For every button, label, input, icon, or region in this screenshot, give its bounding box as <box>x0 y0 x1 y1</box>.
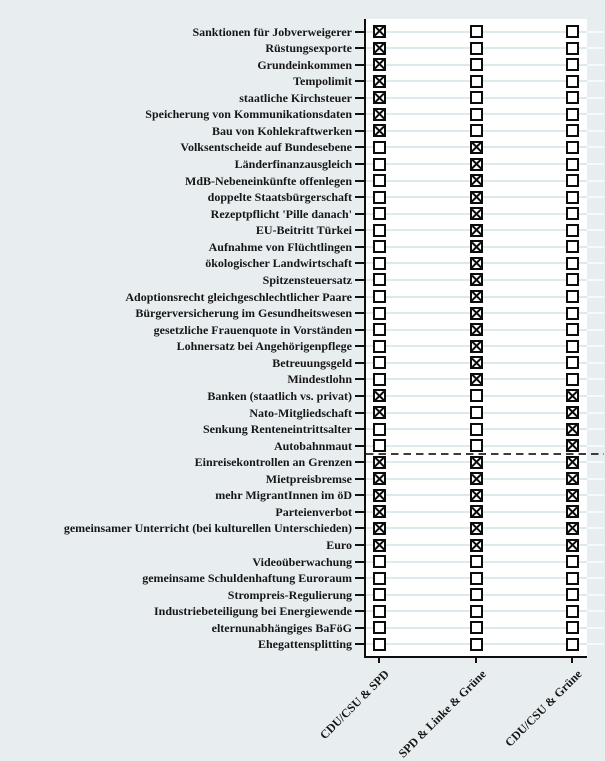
checkbox-empty-icon <box>566 141 579 154</box>
topic-label: gesetzliche Frauenquote in Vorständen <box>153 322 352 337</box>
checkbox-empty-icon <box>373 174 386 187</box>
checkbox-empty-icon <box>373 555 386 568</box>
checkbox-empty-icon <box>373 323 386 336</box>
topic-label: Tempolimit <box>293 74 352 89</box>
checkbox-empty-icon <box>373 638 386 651</box>
checkbox-empty-icon <box>373 572 386 585</box>
checkbox-empty-icon <box>566 572 579 585</box>
y-axis-spine <box>364 19 366 658</box>
checkbox-checked-icon <box>373 406 386 419</box>
checkbox-empty-icon <box>566 174 579 187</box>
topic-label: doppelte Staatsbürgerschaft <box>207 190 352 205</box>
topic-label: Aufnahme von Flüchtlingen <box>208 239 352 254</box>
topic-label: EU-Beitritt Türkei <box>255 223 352 238</box>
checkbox-checked-icon <box>470 373 483 386</box>
checkbox-checked-icon <box>373 58 386 71</box>
topic-label: staatliche Kirchsteuer <box>239 90 352 105</box>
coalition-label: CDU/CSU & Grüne <box>502 667 585 750</box>
checkbox-checked-icon <box>470 489 483 502</box>
checkbox-checked-icon <box>566 539 579 552</box>
checkbox-checked-icon <box>373 108 386 121</box>
checkbox-empty-icon <box>373 423 386 436</box>
checkbox-empty-icon <box>373 373 386 386</box>
checkbox-checked-icon <box>470 158 483 171</box>
topic-label: Lohnersatz bei Angehörigenpflege <box>176 339 352 354</box>
checkbox-empty-icon <box>566 42 579 55</box>
topic-label: Adoptionsrecht gleichgeschlechtlicher Paare <box>125 289 352 304</box>
checkbox-empty-icon <box>566 158 579 171</box>
checkbox-empty-icon <box>566 621 579 634</box>
checkbox-checked-icon <box>566 489 579 502</box>
coalition-label: SPD & Linke & Grüne <box>395 667 489 761</box>
checkbox-empty-icon <box>566 638 579 651</box>
checkbox-checked-icon <box>373 539 386 552</box>
checkbox-checked-icon <box>470 307 483 320</box>
x-axis-tick <box>475 657 477 663</box>
checkbox-empty-icon <box>470 588 483 601</box>
topic-label: Spitzensteuersatz <box>262 272 352 287</box>
checkbox-checked-icon <box>373 25 386 38</box>
x-axis-tick <box>378 657 380 663</box>
checkbox-checked-icon <box>470 174 483 187</box>
checkbox-empty-icon <box>373 605 386 618</box>
checkbox-checked-icon <box>373 522 386 535</box>
checkbox-empty-icon <box>470 108 483 121</box>
checkbox-checked-icon <box>470 141 483 154</box>
checkbox-empty-icon <box>566 605 579 618</box>
checkbox-checked-icon <box>470 207 483 220</box>
checkbox-checked-icon <box>470 273 483 286</box>
topic-label: Bürgerversicherung im Gesundheitswesen <box>135 306 352 321</box>
checkbox-checked-icon <box>470 340 483 353</box>
checkbox-checked-icon <box>566 423 579 436</box>
checkbox-checked-icon <box>470 224 483 237</box>
topic-label: Mietpreisbremse <box>265 471 352 486</box>
checkbox-checked-icon <box>373 489 386 502</box>
topic-label: ökologischer Landwirtschaft <box>205 256 352 271</box>
checkbox-empty-icon <box>470 389 483 402</box>
checkbox-checked-icon <box>566 439 579 452</box>
checkbox-empty-icon <box>470 621 483 634</box>
checkbox-empty-icon <box>373 340 386 353</box>
checkbox-empty-icon <box>373 191 386 204</box>
checkbox-empty-icon <box>566 58 579 71</box>
checkbox-checked-icon <box>566 505 579 518</box>
checkbox-checked-icon <box>470 472 483 485</box>
checkbox-checked-icon <box>373 472 386 485</box>
checkbox-empty-icon <box>373 257 386 270</box>
topic-label: gemeinsamer Unterricht (bei kulturellen Unterschieden) <box>63 521 352 536</box>
checkbox-empty-icon <box>566 307 579 320</box>
checkbox-empty-icon <box>566 290 579 303</box>
checkbox-empty-icon <box>470 605 483 618</box>
topic-label: Länderfinanzausgleich <box>234 157 352 172</box>
topic-label: Rezeptpflicht 'Pille danach' <box>210 206 352 221</box>
checkbox-empty-icon <box>470 638 483 651</box>
checkbox-empty-icon <box>566 588 579 601</box>
topic-label: Einreisekontrollen an Grenzen <box>194 455 352 470</box>
topic-label: Videoüberwachung <box>252 554 352 569</box>
topic-label: Ehegattensplitting <box>257 637 352 652</box>
topic-label: Strompreis-Regulierung <box>227 587 352 602</box>
checkbox-empty-icon <box>566 373 579 386</box>
checkbox-empty-icon <box>566 273 579 286</box>
checkbox-checked-icon <box>373 505 386 518</box>
x-axis-tick <box>571 657 573 663</box>
checkbox-empty-icon <box>566 240 579 253</box>
topic-label: Autobahnmaut <box>273 438 352 453</box>
checkbox-checked-icon <box>470 290 483 303</box>
checkbox-empty-icon <box>373 439 386 452</box>
checkbox-empty-icon <box>566 124 579 137</box>
checkbox-checked-icon <box>470 505 483 518</box>
checkbox-empty-icon <box>373 307 386 320</box>
checkbox-empty-icon <box>470 406 483 419</box>
checkbox-checked-icon <box>373 75 386 88</box>
topic-label: Euro <box>326 538 352 553</box>
checkbox-empty-icon <box>566 224 579 237</box>
topic-label: Parteienverbot <box>275 504 352 519</box>
checkbox-empty-icon <box>470 572 483 585</box>
checkbox-checked-icon <box>470 257 483 270</box>
topic-label: Mindestlohn <box>287 372 352 387</box>
checkbox-empty-icon <box>470 423 483 436</box>
checkbox-empty-icon <box>566 257 579 270</box>
checkbox-empty-icon <box>566 191 579 204</box>
dashed-divider-line <box>366 453 604 455</box>
coalition-label: CDU/CSU & SPD <box>316 667 392 742</box>
topic-label: Grundeinkommen <box>257 57 352 72</box>
topic-label: Speicherung von Kommunikationsdaten <box>145 107 352 122</box>
checkbox-checked-icon <box>566 522 579 535</box>
checkbox-empty-icon <box>566 75 579 88</box>
checkbox-empty-icon <box>373 356 386 369</box>
checkbox-empty-icon <box>566 555 579 568</box>
checkbox-empty-icon <box>566 25 579 38</box>
topic-label: Senkung Renteneintrittsalter <box>203 422 352 437</box>
checkbox-empty-icon <box>566 323 579 336</box>
topic-label: Nato-Mitgliedschaft <box>249 405 352 420</box>
checkbox-checked-icon <box>470 456 483 469</box>
checkbox-empty-icon <box>373 621 386 634</box>
checkbox-empty-icon <box>373 158 386 171</box>
checkbox-checked-icon <box>373 42 386 55</box>
topic-label: MdB-Nebeneinkünfte offenlegen <box>185 173 352 188</box>
checkbox-empty-icon <box>566 108 579 121</box>
checkbox-empty-icon <box>470 555 483 568</box>
topic-label: Banken (staatlich vs. privat) <box>207 388 352 403</box>
checkbox-empty-icon <box>566 356 579 369</box>
topic-label: Bau von Kohlekraftwerken <box>211 123 352 138</box>
checkbox-checked-icon <box>373 389 386 402</box>
checkbox-checked-icon <box>470 522 483 535</box>
checkbox-empty-icon <box>470 42 483 55</box>
checkbox-checked-icon <box>373 91 386 104</box>
checkbox-checked-icon <box>566 389 579 402</box>
checkbox-empty-icon <box>566 340 579 353</box>
checkbox-checked-icon <box>470 191 483 204</box>
checkbox-empty-icon <box>566 207 579 220</box>
topic-label: gemeinsame Schuldenhaftung Euroraum <box>142 571 352 586</box>
topic-label: Industriebeteiligung bei Energiewende <box>153 604 352 619</box>
checkbox-checked-icon <box>373 456 386 469</box>
checkbox-checked-icon <box>470 323 483 336</box>
checkbox-empty-icon <box>373 141 386 154</box>
checkbox-empty-icon <box>470 58 483 71</box>
checkbox-checked-icon <box>470 356 483 369</box>
checkbox-empty-icon <box>566 91 579 104</box>
checkbox-empty-icon <box>373 207 386 220</box>
topic-label: mehr MigrantInnen im öD <box>215 488 352 503</box>
checkbox-empty-icon <box>470 439 483 452</box>
checkbox-empty-icon <box>373 290 386 303</box>
topic-label: Volksentscheide auf Bundesebene <box>180 140 352 155</box>
checkbox-checked-icon <box>566 456 579 469</box>
checkbox-empty-icon <box>470 91 483 104</box>
checkbox-checked-icon <box>470 240 483 253</box>
checkbox-empty-icon <box>470 124 483 137</box>
checkbox-empty-icon <box>373 588 386 601</box>
topic-label: Sanktionen für Jobverweigerer <box>192 24 352 39</box>
topic-label: Rüstungsexporte <box>265 41 352 56</box>
checkbox-checked-icon <box>373 124 386 137</box>
checkbox-checked-icon <box>566 406 579 419</box>
checkbox-empty-icon <box>470 75 483 88</box>
topic-label: Betreuungsgeld <box>272 355 352 370</box>
checkbox-empty-icon <box>373 240 386 253</box>
checkbox-empty-icon <box>373 224 386 237</box>
checkbox-empty-icon <box>470 25 483 38</box>
topic-label: elternunabhängiges BaFöG <box>211 620 352 635</box>
checkbox-empty-icon <box>373 273 386 286</box>
checkbox-checked-icon <box>470 539 483 552</box>
checkbox-checked-icon <box>566 472 579 485</box>
